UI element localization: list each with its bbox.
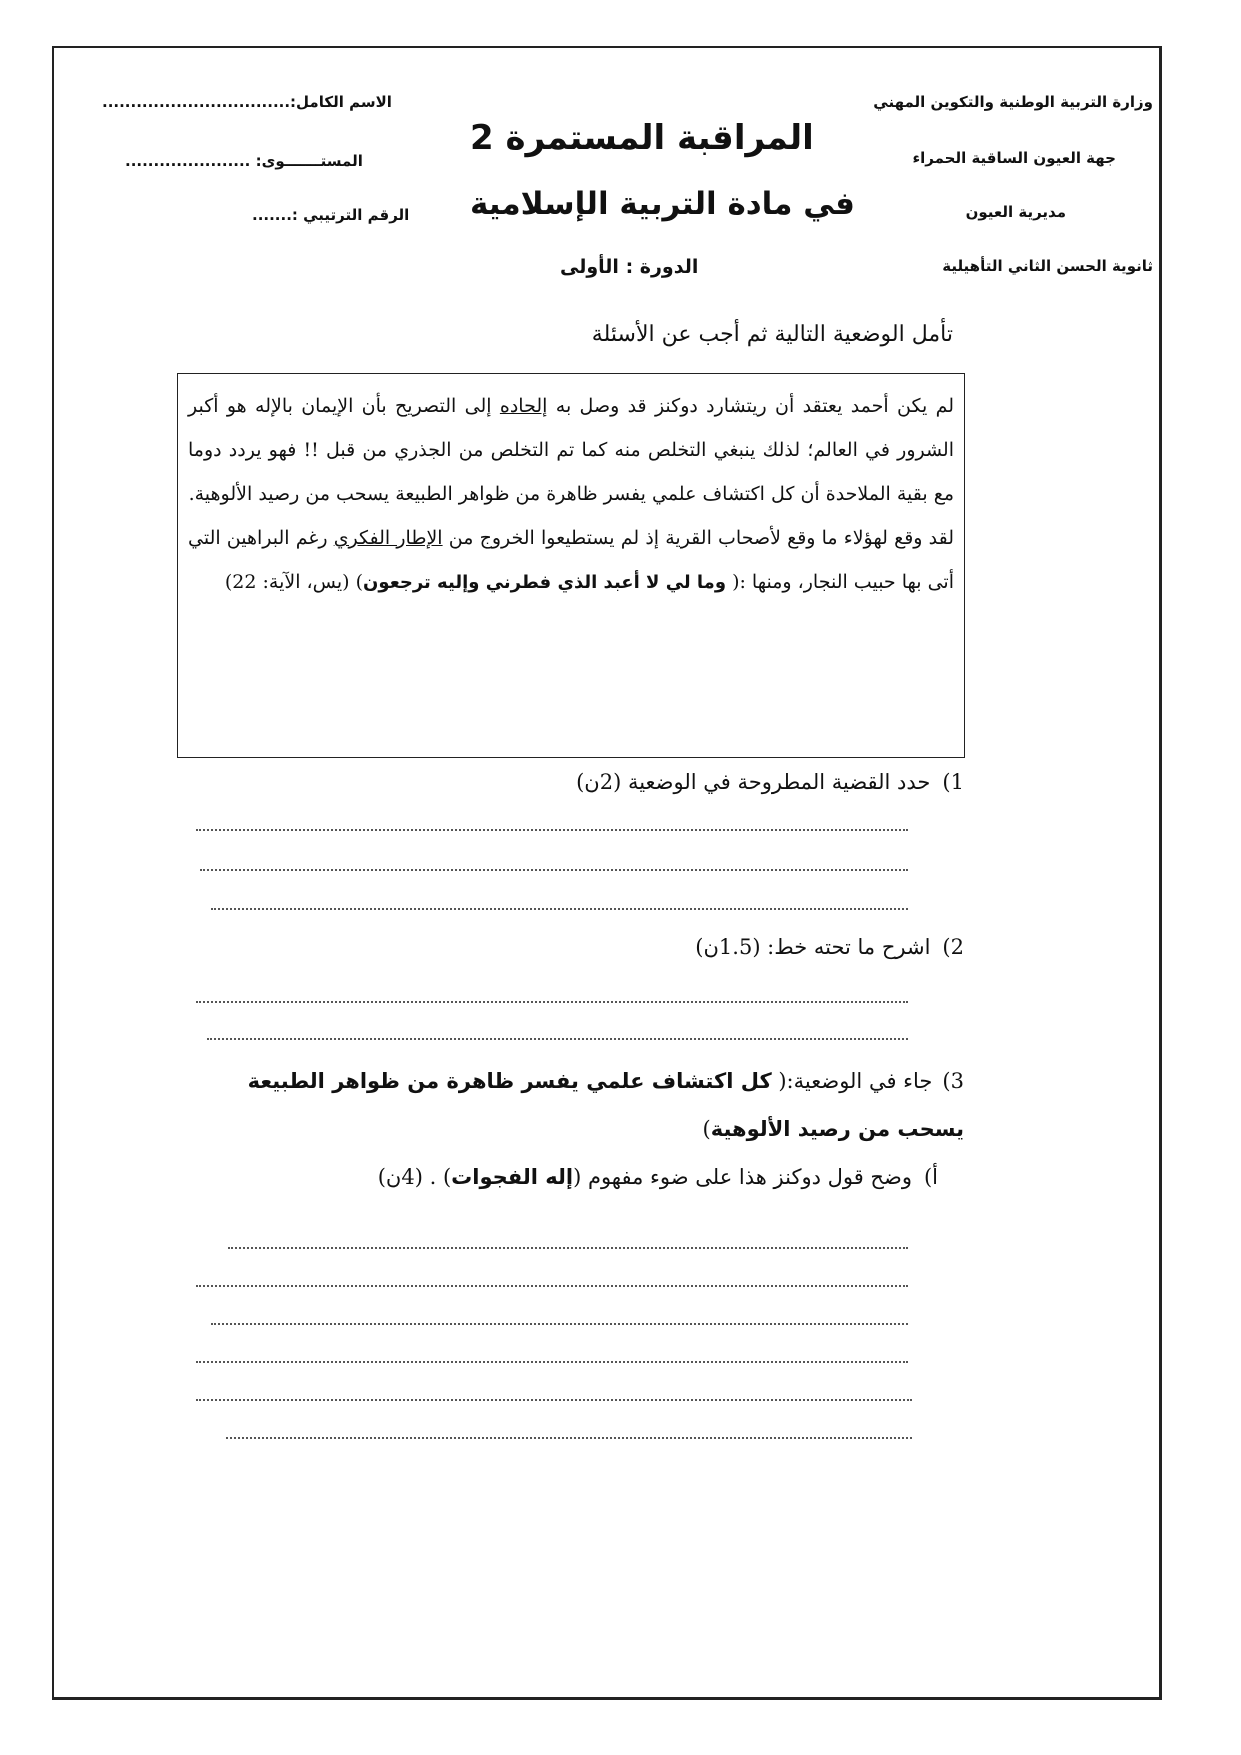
scenario-paragraph-2: لقد وقع لهؤلاء ما وقع لأصحاب القرية إذ لم يستطيعوا الخروج من الإطار الفكري رغم البراهين التي أتى بها حبيب النجار، ومنها :( وما لي لا أعبد الذي فطرني وإليه ترجعون) (يس، الآية: 22) — [188, 527, 954, 593]
answer-line[interactable] — [196, 1361, 908, 1365]
session-label: الدورة : الأولى — [560, 256, 699, 278]
answer-line[interactable] — [196, 1285, 908, 1289]
level-field: المستـــــــوى: ...................... — [125, 152, 363, 170]
full-name-field: الاسم الكامل:................................. — [102, 93, 392, 111]
subject-title: في مادة التربية الإسلامية — [470, 186, 855, 222]
quoted-claim: كل اكتشاف علمي يفسر ظاهرة من ظواهر الطبيعة يسحب من رصيد الألوهية — [247, 1069, 964, 1141]
answer-line[interactable] — [211, 908, 908, 912]
quran-verse: وما لي لا أعبد الذي فطرني وإليه ترجعون — [363, 572, 727, 593]
question-3a: أ)وضح قول دوكنز هذا على ضوء مفهوم (إله الفجوات) . (4ن) — [377, 1165, 938, 1189]
answer-line[interactable] — [196, 829, 908, 833]
answer-line[interactable] — [200, 869, 908, 873]
question-1: 1)حدد القضية المطروحة في الوضعية (2ن) — [576, 770, 964, 794]
concept-god-of-gaps: إله الفجوات — [451, 1165, 574, 1189]
scenario-box — [177, 373, 965, 758]
exam-title: المراقبة المستمرة 2 — [470, 118, 814, 158]
question-3: 3)جاء في الوضعية:( كل اكتشاف علمي يفسر ظاهرة من ظواهر الطبيعة يسحب من رصيد الألوهية) — [247, 1069, 964, 1141]
school-label: ثانوية الحسن الثاني التأهيلية — [942, 257, 1153, 275]
answer-line[interactable] — [207, 1038, 908, 1042]
answer-line[interactable] — [228, 1247, 908, 1251]
directorate-label: مديرية العيون — [965, 203, 1066, 221]
underlined-term-ilhad: إلحاده — [499, 395, 548, 417]
instructions: تأمل الوضعية التالية ثم أجب عن الأسئلة — [591, 322, 953, 347]
answer-line[interactable] — [226, 1437, 912, 1441]
scenario-paragraph-1: لم يكن أحمد يعتقد أن ريتشارد دوكنز قد وصل به إلحاده إلى التصريح بأن الإيمان بالإله هو أكبر الشرور في العالم؛ لذلك ينبغي التخلص منه كما تم التخلص من الجذري من قبل !! فهو يردد دوما مع بقية الملاحدة أن كل اكتشاف علمي يفسر ظاهرة من ظواهر الطبيعة يسحب من رصيد الألوهية. — [188, 395, 954, 505]
page-frame — [52, 46, 1162, 1700]
question-2: 2)اشرح ما تحته خط: (1.5ن) — [695, 935, 964, 959]
ministry-label: وزارة التربية الوطنية والتكوين المهني — [873, 93, 1153, 111]
answer-line[interactable] — [196, 1399, 912, 1403]
region-label: جهة العيون الساقية الحمراء — [912, 149, 1116, 167]
rank-field: الرقم الترتيبي :....... — [252, 206, 410, 224]
underlined-term-frame: الإطار الفكري — [333, 527, 443, 549]
answer-line[interactable] — [211, 1323, 908, 1327]
answer-line[interactable] — [196, 1001, 908, 1005]
